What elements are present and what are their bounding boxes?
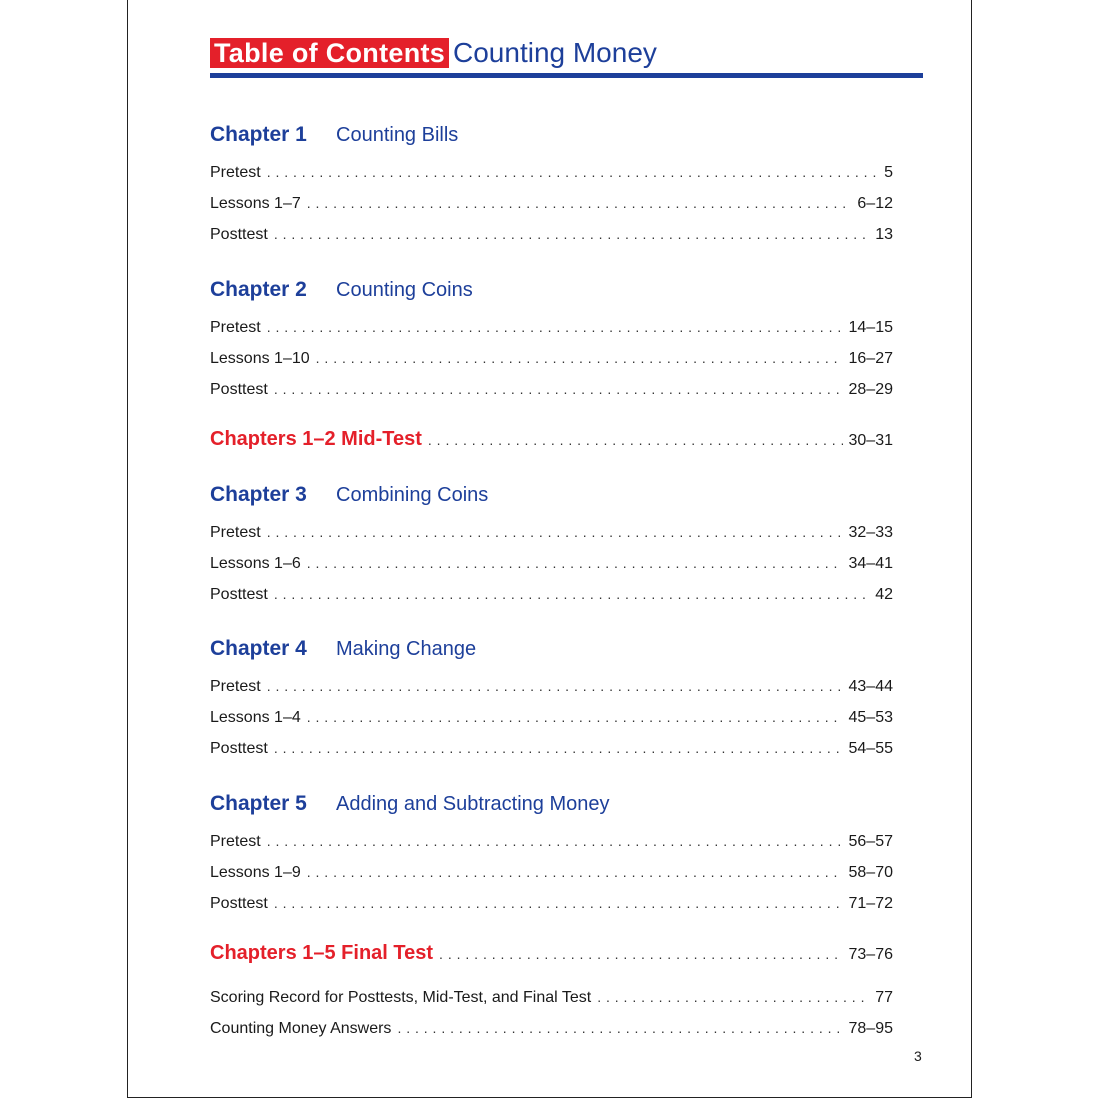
toc-entry-link[interactable] [210,376,893,402]
dot-leader [274,376,843,402]
chapter-heading [210,275,473,305]
chapter-name: Making Change [336,638,477,660]
toc-entry-link[interactable] [210,190,893,216]
toc-entry-link[interactable] [210,345,893,371]
test-pages: 30–31 [848,432,893,449]
entry-label: Lessons 1–6 [210,555,301,572]
entry-label: Pretest [210,164,261,181]
entry-label: Posttest [210,226,268,243]
toc-test-link[interactable] [210,938,893,968]
entry-pages: 56–57 [848,833,893,850]
toc-entry-link[interactable] [210,890,893,916]
entry-pages: 42 [875,586,893,603]
toc-entry-link[interactable] [210,984,893,1010]
chapter-name: Adding and Subtracting Money [336,793,610,815]
toc-label: Table of Contents [210,38,449,68]
entry-pages: 14–15 [848,319,893,336]
toc-entry-link[interactable] [210,735,893,761]
chapter-heading [210,789,610,819]
entry-label: Pretest [210,678,261,695]
entry-label: Lessons 1–9 [210,864,301,881]
entry-pages: 71–72 [848,895,893,912]
chapter-name: Counting Bills [336,124,459,146]
entry-label: Lessons 1–7 [210,195,301,212]
dot-leader [274,735,843,761]
chapter-number: Chapter 1 [210,123,307,146]
entry-pages: 77 [875,989,893,1006]
toc-entry-link[interactable] [210,828,893,854]
book-title: Counting Money [453,37,657,68]
chapter-number: Chapter 4 [210,637,307,660]
entry-label: Lessons 1–10 [210,350,310,367]
dot-leader [267,519,843,545]
chapter-number: Chapter 2 [210,278,307,301]
entry-pages: 16–27 [848,350,893,367]
entry-label: Posttest [210,586,268,603]
dot-leader [307,859,843,885]
dot-leader [274,221,869,247]
entry-label: Counting Money Answers [210,1020,392,1037]
toc-entry-link[interactable] [210,550,893,576]
toc-entry-link[interactable] [210,314,893,340]
dot-leader [439,939,842,969]
dot-leader [274,890,843,916]
chapter-name: Combining Coins [336,484,489,506]
entry-label: Lessons 1–4 [210,709,301,726]
entry-label: Posttest [210,895,268,912]
chapter-heading [210,480,488,510]
toc-entry-link[interactable] [210,704,893,730]
entry-pages: 34–41 [848,555,893,572]
entry-pages: 6–12 [857,195,893,212]
entry-pages: 54–55 [848,740,893,757]
test-label: Chapters 1–5 Final Test [210,942,434,964]
toc-entry-link[interactable] [210,673,893,699]
chapter-number: Chapter 5 [210,792,307,815]
entry-label: Pretest [210,319,261,336]
dot-leader [274,581,869,607]
dot-leader [428,425,843,455]
entry-pages: 32–33 [848,524,893,541]
chapter-number: Chapter 3 [210,483,307,506]
entry-label: Scoring Record for Posttests, Mid-Test, and Final Test [210,989,592,1006]
entry-pages: 58–70 [848,864,893,881]
chapter-heading [210,634,476,664]
dot-leader [307,704,843,730]
header-rule [210,73,923,78]
toc-entry-link[interactable] [210,519,893,545]
entry-pages: 78–95 [848,1020,893,1037]
dot-leader [307,550,843,576]
entry-pages: 28–29 [848,381,893,398]
dot-leader [267,314,843,340]
entry-label: Posttest [210,381,268,398]
entry-label: Pretest [210,524,261,541]
test-label: Chapters 1–2 Mid-Test [210,428,422,450]
toc-entry-link[interactable] [210,581,893,607]
dot-leader [316,345,843,371]
entry-label: Pretest [210,833,261,850]
chapter-name: Counting Coins [336,279,473,301]
entry-pages: 5 [884,164,893,181]
toc-test-link[interactable] [210,424,893,454]
entry-pages: 45–53 [848,709,893,726]
dot-leader [267,828,843,854]
toc-entry-link[interactable] [210,1015,893,1041]
test-pages: 73–76 [848,946,893,963]
chapter-heading [210,120,458,150]
dot-leader [597,984,869,1010]
toc-entry-link[interactable] [210,221,893,247]
page-number: 3 [914,1048,922,1064]
dot-leader [397,1015,842,1041]
entry-pages: 43–44 [848,678,893,695]
entry-label: Posttest [210,740,268,757]
entry-pages: 13 [875,226,893,243]
toc-entry-link[interactable] [210,159,893,185]
toc-header [210,37,923,81]
toc-entry-link[interactable] [210,859,893,885]
dot-leader [267,673,843,699]
dot-leader [307,190,852,216]
dot-leader [267,159,878,185]
